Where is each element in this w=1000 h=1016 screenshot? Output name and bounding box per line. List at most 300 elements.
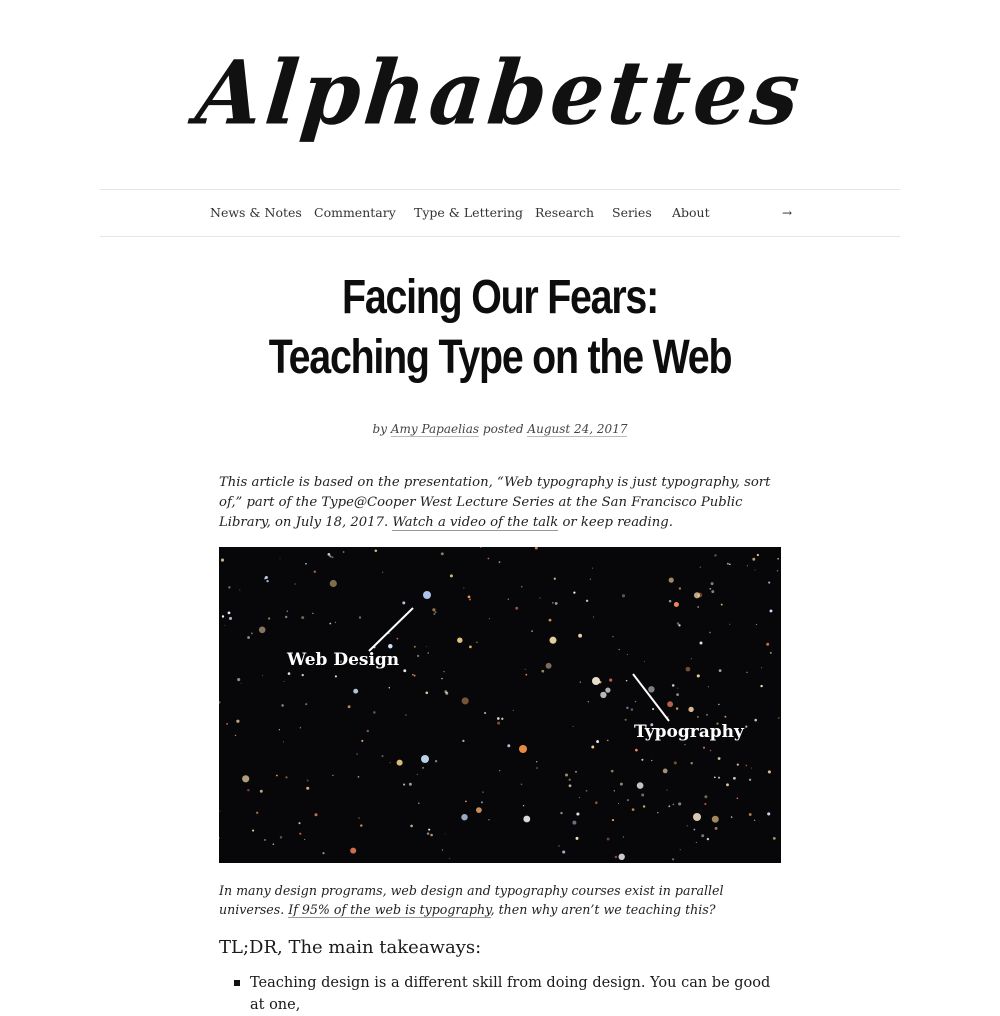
- galaxy-dot: [361, 740, 363, 742]
- galaxy-dot: [641, 759, 643, 761]
- galaxy-dot: [663, 769, 668, 774]
- galaxy-dot: [637, 782, 644, 789]
- galaxy-dot: [673, 804, 675, 806]
- galaxy-dot: [305, 563, 307, 565]
- galaxy-dot: [315, 813, 318, 816]
- nav-item-news-notes[interactable]: News & Notes: [210, 205, 302, 220]
- video-link[interactable]: Watch a video of the talk: [392, 515, 559, 530]
- galaxy-dot: [572, 821, 576, 825]
- bright-galaxy: [693, 813, 701, 821]
- galaxy-dot: [555, 602, 558, 605]
- galaxy-dot: [626, 707, 628, 709]
- galaxy-dot: [281, 704, 284, 707]
- galaxy-dot: [712, 816, 719, 823]
- galaxy-dot: [307, 779, 309, 781]
- hero-image: [219, 547, 781, 863]
- galaxy-dot: [397, 760, 403, 766]
- galaxy-dot: [521, 586, 522, 587]
- galaxy-dot: [287, 610, 288, 611]
- galaxy-dot: [389, 687, 390, 688]
- galaxy-dot: [635, 749, 638, 752]
- galaxy-dot: [677, 622, 680, 625]
- galaxy-dot: [575, 771, 577, 773]
- galaxy-dot: [237, 678, 240, 681]
- article-title-line-1: Facing Our Fears:: [342, 271, 658, 324]
- galaxy-dot: [680, 849, 681, 850]
- galaxy-dot: [488, 819, 489, 820]
- galaxy-dot: [590, 579, 591, 580]
- byline: [0, 422, 1000, 436]
- galaxy-dot: [605, 687, 610, 692]
- galaxy-dot: [468, 596, 471, 599]
- galaxy-dot: [667, 716, 668, 717]
- galaxy-dot: [558, 845, 559, 846]
- nav-item-series[interactable]: Series: [612, 205, 652, 220]
- galaxy-dot: [768, 582, 770, 584]
- galaxy-dot: [335, 622, 336, 623]
- nav-item-research[interactable]: Research: [535, 205, 595, 220]
- galaxy-dot: [586, 790, 588, 792]
- galaxy-dot: [247, 789, 250, 792]
- galaxy-dot: [239, 589, 240, 590]
- galaxy-dot: [644, 661, 645, 662]
- nav-item-commentary[interactable]: Commentary: [314, 205, 396, 220]
- galaxy-dot: [694, 829, 696, 831]
- galaxy-dot: [469, 646, 472, 649]
- galaxy-dot: [573, 591, 575, 593]
- galaxy-dot: [445, 692, 448, 695]
- galaxy-dot: [697, 606, 699, 608]
- galaxy-dot: [445, 834, 446, 835]
- galaxy-dot: [773, 837, 776, 840]
- galaxy-dot: [426, 646, 427, 647]
- galaxy-dot: [259, 626, 266, 633]
- galaxy-dot: [625, 719, 627, 721]
- galaxy-dot: [737, 764, 739, 766]
- galaxy-dot: [412, 674, 413, 675]
- galaxy-dot: [280, 558, 281, 559]
- galaxy-dot: [288, 672, 291, 675]
- galaxy-dot: [422, 767, 424, 769]
- galaxy-dot: [236, 720, 239, 723]
- galaxy-dot: [331, 556, 333, 558]
- galaxy-dot: [300, 727, 301, 728]
- galaxy-dot: [733, 777, 736, 780]
- galaxy-dot: [754, 820, 755, 821]
- galaxy-dot: [565, 774, 568, 777]
- galaxy-dot: [619, 649, 620, 650]
- galaxy-dot: [268, 617, 270, 619]
- galaxy-dot: [588, 701, 589, 702]
- galaxy-dot: [668, 805, 670, 807]
- galaxy-dot: [700, 566, 702, 568]
- galaxy-dot: [576, 812, 579, 815]
- galaxy-dot: [417, 655, 419, 657]
- galaxy-dot: [697, 716, 699, 718]
- galaxy-dot: [715, 827, 718, 830]
- galaxy-dot: [578, 634, 582, 638]
- caption-link[interactable]: If 95% of the web is typography: [288, 902, 491, 917]
- galaxy-dot: [265, 576, 268, 579]
- bright-galaxy: [423, 591, 431, 599]
- galaxy-dot: [322, 852, 324, 854]
- takeaways-list: [219, 972, 779, 1016]
- galaxy-dot: [627, 654, 628, 655]
- galaxy-dot: [328, 553, 331, 556]
- galaxy-dot: [718, 777, 720, 779]
- galaxy-dot: [409, 783, 412, 786]
- galaxy-dot: [430, 834, 433, 837]
- galaxy-dot: [607, 740, 609, 742]
- galaxy-dot: [709, 588, 711, 590]
- galaxy-dot: [484, 712, 486, 714]
- nav-item-about[interactable]: About: [672, 205, 710, 220]
- galaxy-dot: [358, 776, 360, 778]
- galaxy-dot: [285, 776, 287, 778]
- galaxy-dot: [600, 692, 606, 698]
- galaxy-dot: [573, 726, 574, 727]
- galaxy-dot: [539, 597, 540, 598]
- galaxy-dot: [499, 561, 501, 563]
- galaxy-dot: [651, 760, 652, 761]
- galaxy-dot: [718, 704, 719, 705]
- intro-tail: or keep reading.: [558, 515, 673, 530]
- galaxy-dot: [643, 805, 645, 807]
- galaxy-dot: [285, 616, 287, 618]
- bright-galaxy: [592, 677, 600, 685]
- galaxy-dot: [434, 611, 436, 613]
- galaxy-dot: [304, 839, 305, 840]
- galaxy-dot: [706, 714, 708, 716]
- galaxy-dot: [414, 675, 416, 677]
- galaxy-dot: [707, 838, 709, 840]
- galaxy-dot: [701, 834, 704, 837]
- galaxy-dot: [704, 795, 707, 798]
- galaxy-dot: [481, 801, 483, 803]
- galaxy-dot: [235, 735, 236, 736]
- caption-tail: , then why aren’t we teaching this?: [490, 902, 716, 917]
- galaxy-dot: [425, 691, 428, 694]
- galaxy-dot: [403, 784, 405, 786]
- pointer-line: [633, 674, 669, 721]
- arrow-right-icon[interactable]: →: [781, 206, 792, 220]
- galaxy-dot: [711, 582, 714, 585]
- galaxy-dot: [402, 601, 405, 604]
- galaxy-dot: [441, 552, 444, 555]
- galaxy-dot: [465, 801, 467, 803]
- galaxy-dot: [488, 558, 490, 560]
- galaxy-dot: [751, 768, 752, 769]
- galaxy-dot: [469, 598, 471, 600]
- galaxy-dot: [718, 757, 721, 760]
- galaxy-dot: [329, 555, 331, 557]
- galaxy-dot: [461, 814, 467, 820]
- galaxy-dot: [523, 816, 530, 823]
- bright-galaxy: [421, 755, 429, 763]
- galaxy-dot: [767, 812, 770, 815]
- article-title-line-2: Teaching Type on the Web: [268, 331, 732, 384]
- galaxy-dot: [770, 609, 773, 612]
- galaxy-dot: [622, 594, 625, 597]
- galaxy-dot: [614, 790, 615, 791]
- galaxy-dot: [295, 584, 296, 585]
- date-link[interactable]: August 24, 2017: [527, 422, 628, 436]
- galaxy-dot: [222, 615, 224, 617]
- galaxy-dot: [757, 554, 759, 556]
- galaxy-dot: [221, 559, 224, 562]
- galaxy-dot: [357, 754, 358, 755]
- galaxy-dot: [719, 669, 722, 672]
- byline-posted: posted: [482, 422, 524, 436]
- galaxy-dot: [525, 669, 526, 670]
- galaxy-dot: [329, 623, 331, 625]
- nav-item-type-lettering[interactable]: Type & Lettering: [414, 205, 524, 220]
- galaxy-dot: [330, 580, 337, 587]
- galaxy-dot: [777, 570, 779, 572]
- galaxy-dot: [381, 755, 383, 757]
- list-item: Teaching design is a different skill from doing design. You can be good at one,: [219, 972, 779, 1016]
- galaxy-dot: [745, 765, 747, 767]
- galaxy-dot: [615, 856, 617, 858]
- galaxy-dot: [280, 836, 282, 838]
- galaxy-dot: [731, 816, 733, 818]
- galaxy-dot: [627, 799, 629, 801]
- galaxy-dot: [302, 674, 304, 676]
- galaxy-dot: [700, 642, 703, 645]
- galaxy-dot: [418, 802, 419, 803]
- galaxy-dot: [678, 624, 680, 626]
- galaxy-dot: [749, 813, 752, 816]
- galaxy-dot: [256, 812, 258, 814]
- galaxy-dot: [397, 638, 399, 640]
- galaxy-dot: [499, 770, 500, 771]
- galaxy-dot: [441, 678, 442, 679]
- galaxy-dot: [523, 805, 524, 806]
- galaxy-dot: [631, 708, 633, 710]
- galaxy-dot: [497, 722, 500, 725]
- galaxy-dot: [335, 675, 337, 677]
- galaxy-dot: [219, 837, 220, 838]
- galaxy-dot: [560, 812, 562, 814]
- galaxy-dot: [348, 705, 351, 708]
- galaxy-dot: [729, 563, 731, 565]
- galaxy-dot: [299, 833, 301, 835]
- galaxy-dot: [576, 837, 579, 840]
- galaxy-dot: [276, 775, 278, 777]
- galaxy-dot: [417, 774, 418, 775]
- galaxy-dot: [482, 792, 483, 793]
- galaxy-dot: [414, 646, 416, 648]
- galaxy-dot: [219, 811, 220, 812]
- galaxy-dot: [508, 599, 509, 600]
- main-nav: [100, 189, 900, 237]
- galaxy-dot: [284, 681, 285, 682]
- galaxy-dot: [672, 684, 675, 687]
- galaxy-dot: [388, 644, 392, 648]
- galaxy-dot: [298, 822, 300, 824]
- galaxy-dot: [405, 714, 406, 715]
- hero-label-typography: Typography: [634, 722, 744, 742]
- galaxy-dot: [635, 701, 636, 702]
- galaxy-dot: [569, 784, 572, 787]
- galaxy-dot: [708, 686, 709, 687]
- galaxy-dot: [242, 775, 249, 782]
- galaxy-dot: [501, 718, 503, 720]
- galaxy-dot: [443, 671, 444, 672]
- bright-galaxy: [519, 745, 527, 753]
- galaxy-dot: [669, 578, 674, 583]
- galaxy-dot: [442, 849, 443, 850]
- galaxy-dot: [463, 588, 464, 589]
- galaxy-dot: [626, 680, 628, 682]
- galaxy-dot: [648, 686, 654, 692]
- galaxy-dot: [761, 667, 762, 668]
- galaxy-dot: [726, 783, 729, 786]
- galaxy-dot: [677, 688, 678, 689]
- galaxy-dot: [403, 669, 406, 672]
- galaxy-dot: [777, 558, 779, 560]
- galaxy-dot: [667, 701, 673, 707]
- galaxy-dot: [691, 762, 693, 764]
- galaxy-dot: [696, 842, 697, 843]
- galaxy-dot: [607, 838, 610, 841]
- galaxy-dot: [279, 729, 280, 730]
- galaxy-dot: [620, 783, 623, 786]
- galaxy-dot: [360, 824, 362, 826]
- galaxy-dot: [632, 808, 635, 811]
- galaxy-dot: [612, 636, 614, 638]
- galaxy-dot: [596, 740, 599, 743]
- galaxy-dot: [768, 770, 771, 773]
- logo-text: Alphabettes: [191, 40, 809, 145]
- galaxy-dot: [641, 794, 644, 797]
- galaxy-dot: [591, 746, 594, 749]
- galaxy-dot: [562, 850, 565, 853]
- galaxy-dot: [531, 630, 533, 632]
- galaxy-dot: [694, 592, 700, 598]
- galaxy-dot: [225, 625, 226, 626]
- galaxy-dot: [228, 586, 230, 588]
- caption-text: In many design programs, web design and typography courses exist in parallel universes.: [219, 883, 724, 917]
- galaxy-dot: [666, 790, 667, 791]
- galaxy-dot: [513, 710, 514, 711]
- galaxy-dot: [745, 725, 747, 727]
- article-title: [150, 268, 850, 388]
- galaxy-dot: [462, 740, 464, 742]
- galaxy-dot: [778, 717, 780, 719]
- galaxy-dot: [410, 825, 413, 828]
- galaxy-dot: [476, 642, 478, 644]
- galaxy-dot: [714, 776, 716, 778]
- galaxy-dot: [353, 689, 358, 694]
- galaxy-dot: [612, 819, 614, 821]
- galaxy-dot: [457, 637, 462, 642]
- galaxy-dot: [747, 565, 748, 566]
- galaxy-dot: [676, 693, 679, 696]
- galaxy-dot: [226, 723, 228, 725]
- galaxy-dot: [241, 683, 242, 684]
- galaxy-dot: [709, 632, 711, 634]
- galaxy-dot: [592, 568, 593, 569]
- galaxy-dot: [749, 779, 751, 781]
- galaxy-dot: [283, 741, 284, 742]
- galaxy-dot: [251, 632, 253, 634]
- galaxy-dot: [714, 554, 716, 556]
- galaxy-dot: [350, 848, 356, 854]
- galaxy-dot: [219, 701, 220, 704]
- galaxy-dot: [672, 858, 674, 860]
- galaxy-dot: [266, 580, 268, 582]
- galaxy-dot: [729, 624, 730, 625]
- galaxy-dot: [432, 608, 435, 611]
- site-logo[interactable]: [0, 28, 1000, 158]
- galaxy-dot: [262, 675, 263, 676]
- galaxy-dot: [535, 547, 538, 549]
- intro-paragraph: [219, 473, 781, 533]
- galaxy-dot: [435, 760, 437, 762]
- galaxy-dot: [306, 787, 309, 790]
- galaxy-dot: [703, 747, 705, 749]
- galaxy-dot: [674, 761, 677, 764]
- galaxy-dot: [678, 802, 681, 805]
- galaxy-dot: [688, 709, 690, 711]
- galaxy-dot: [515, 607, 518, 610]
- galaxy-dot: [332, 775, 333, 776]
- galaxy-dot: [721, 604, 723, 606]
- galaxy-dot: [755, 569, 756, 570]
- intro-text: This article is based on the presentation, “Web typography is just typography, sort of,” part of the Type@Cooper West Lecture Series at the San Francisco Public Library, on July 18, 2017.: [219, 475, 771, 530]
- galaxy-dot: [450, 574, 453, 577]
- galaxy-dot: [746, 672, 747, 673]
- galaxy-dot: [674, 602, 679, 607]
- galaxy-dot: [676, 707, 678, 709]
- galaxy-dot: [546, 663, 552, 669]
- galaxy-dot: [497, 717, 500, 720]
- galaxy-dot: [595, 801, 598, 804]
- galaxy-dot: [611, 770, 614, 773]
- galaxy-dot: [766, 643, 769, 646]
- galaxy-dot: [260, 790, 263, 793]
- galaxy-dot: [691, 658, 692, 659]
- galaxy-dot: [697, 674, 700, 677]
- galaxy-dot: [367, 730, 369, 732]
- galaxy-dot: [770, 652, 772, 654]
- galaxy-dot: [724, 716, 726, 718]
- galaxy-dot: [309, 788, 310, 789]
- galaxy-dot: [760, 685, 762, 687]
- galaxy-dot: [382, 572, 383, 573]
- galaxy-dot: [301, 616, 304, 619]
- galaxy-dot: [390, 762, 391, 763]
- galaxy-dot: [569, 779, 571, 781]
- galaxy-dot: [593, 616, 594, 617]
- galaxy-dot: [305, 703, 307, 705]
- author-link[interactable]: Amy Papaelias: [390, 422, 480, 436]
- galaxy-dot: [264, 839, 265, 840]
- galaxy-dot: [252, 830, 254, 832]
- galaxy-dot: [343, 551, 345, 553]
- galaxy-dot: [710, 750, 712, 752]
- galaxy-dot: [541, 670, 544, 673]
- galaxy-dot: [312, 613, 313, 614]
- galaxy-dot: [375, 549, 378, 552]
- galaxy-dot: [462, 697, 469, 704]
- galaxy-dot: [580, 681, 581, 682]
- galaxy-dot: [358, 817, 360, 819]
- galaxy-dot: [727, 563, 729, 565]
- galaxy-dot: [586, 600, 588, 602]
- galaxy-dot: [525, 674, 527, 676]
